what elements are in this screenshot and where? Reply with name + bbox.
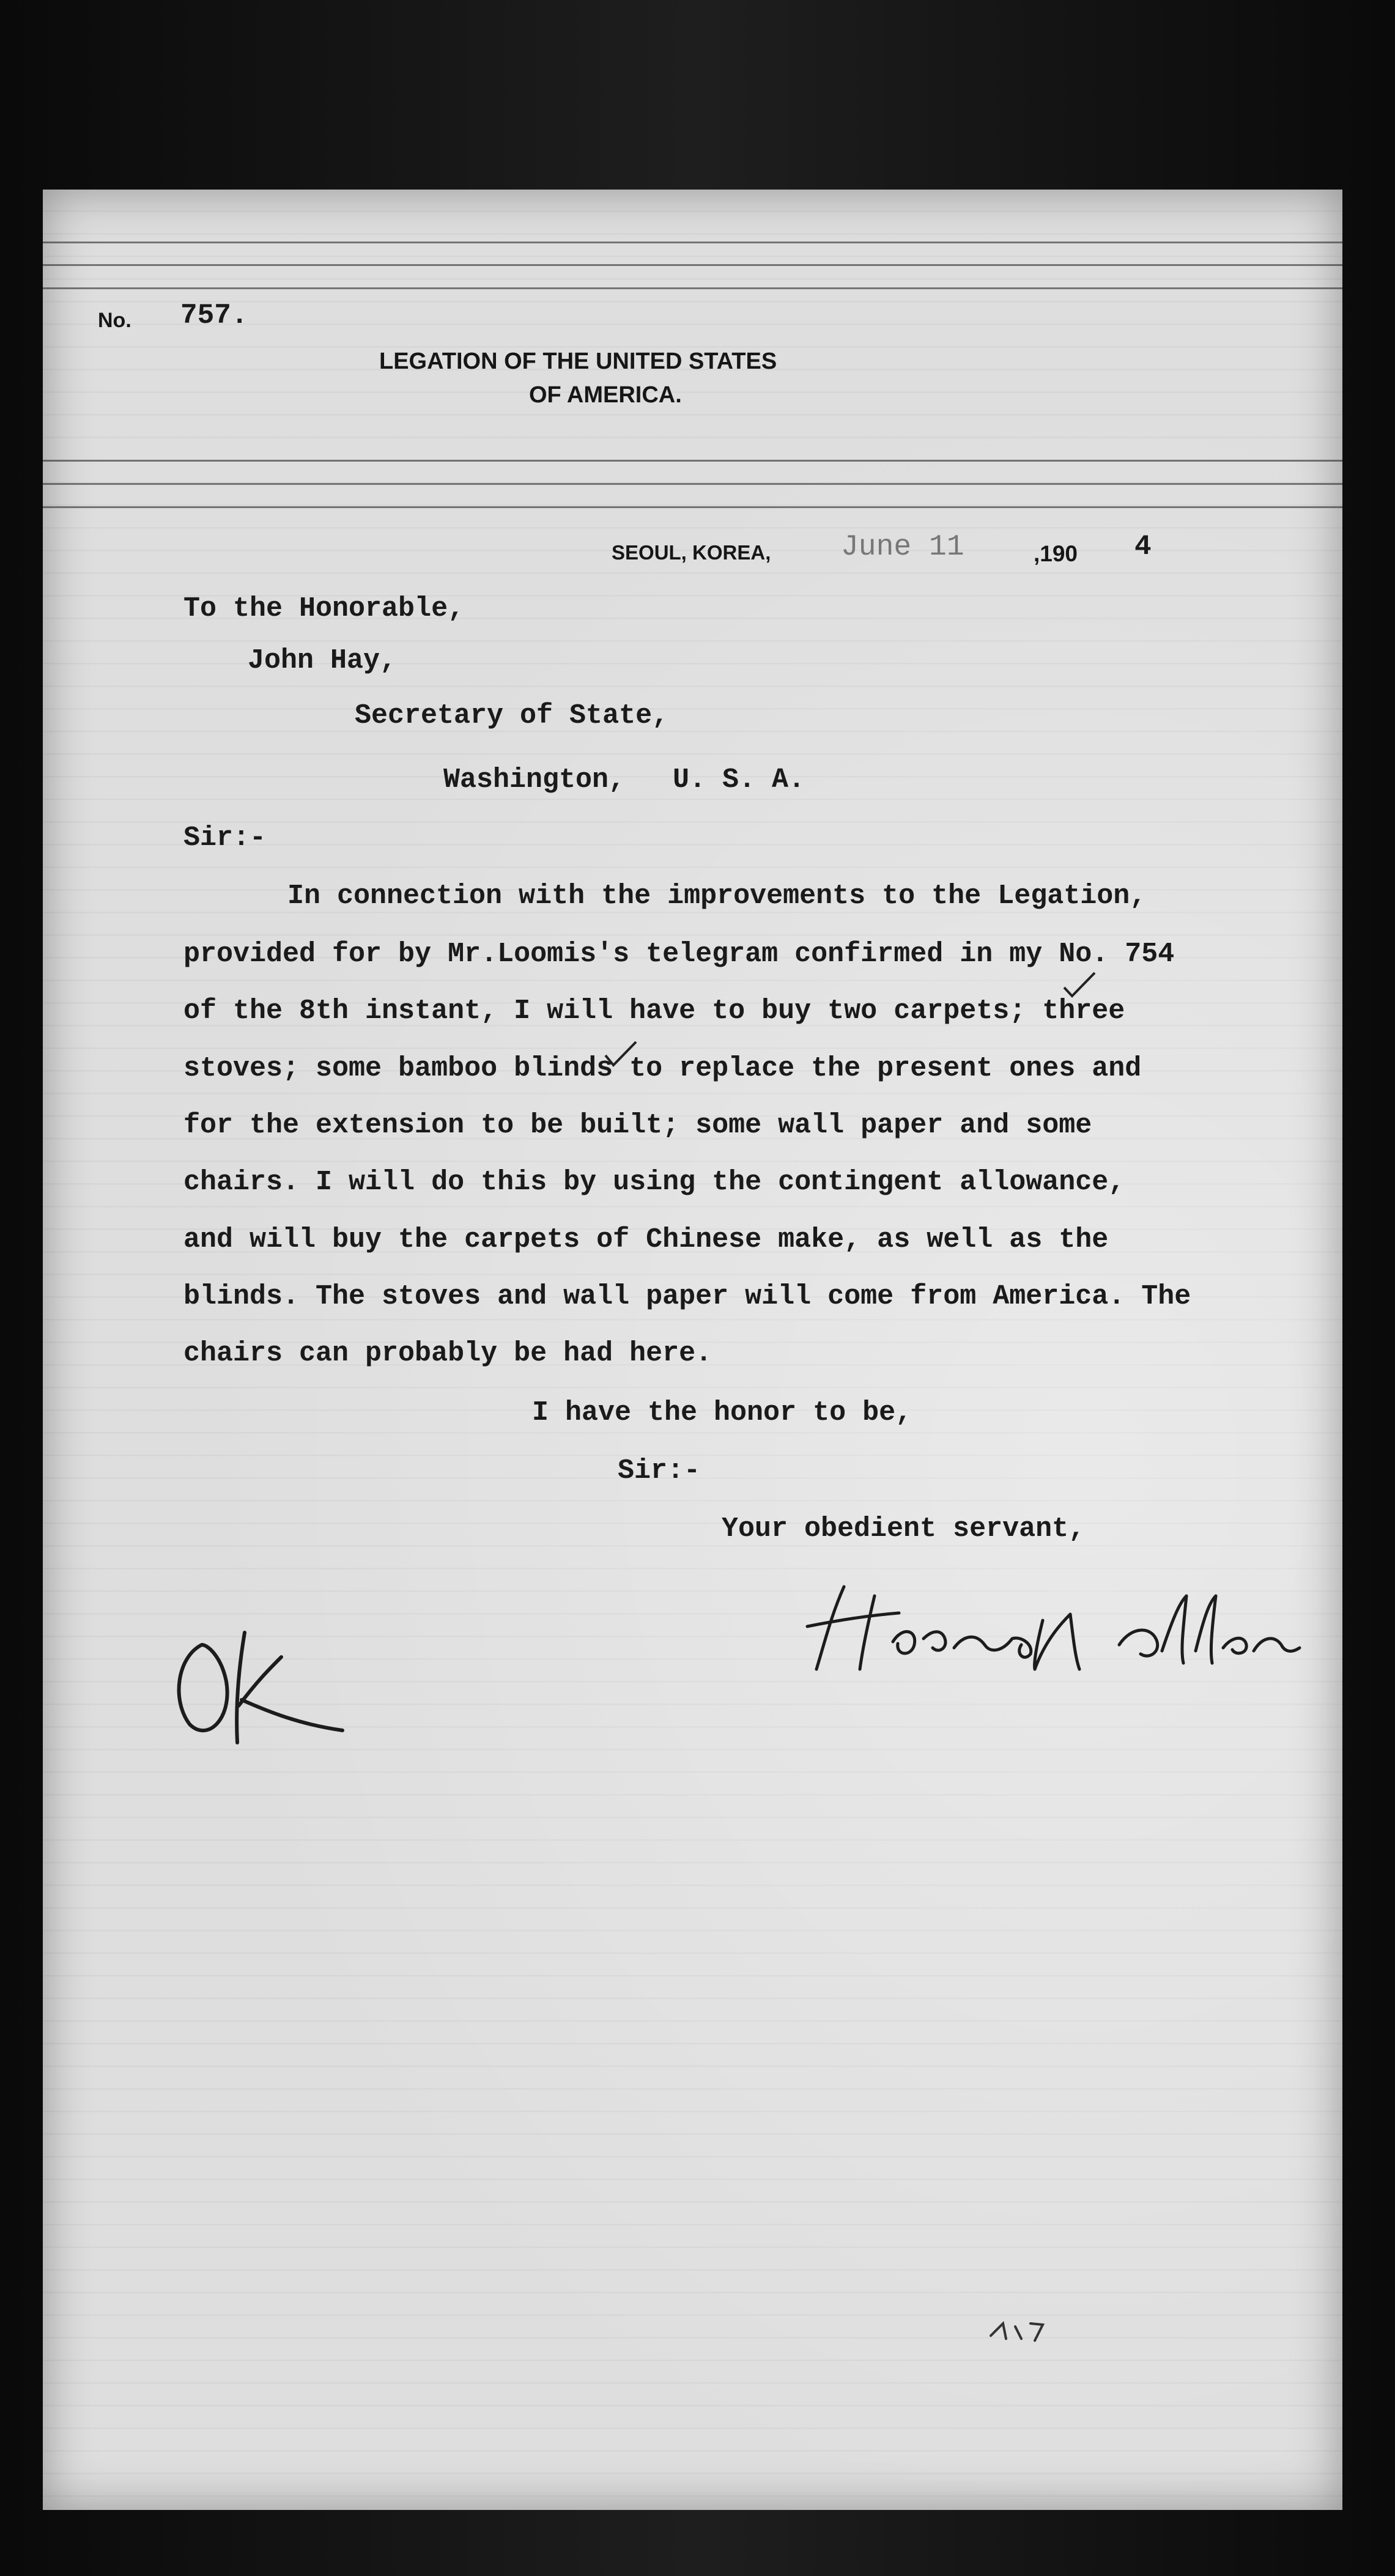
address-line-4: Washington, — [443, 764, 626, 795]
address-country: U. S. A. — [673, 764, 805, 795]
letterhead-line-1: LEGATION OF THE UNITED STATES — [379, 349, 777, 374]
pencil-mark-icon — [985, 2311, 1058, 2348]
salutation: Sir:- — [183, 822, 267, 854]
header-rule — [43, 242, 1342, 243]
letterhead-line-2: OF AMERICA. — [529, 382, 682, 408]
dateline-year-digit: 4 — [1134, 531, 1152, 563]
body-line: In connection with the improvements to the Legation, — [287, 880, 1147, 912]
body-line: stoves; some bamboo blinds to replace the present ones and — [183, 1053, 1142, 1084]
signature-image — [801, 1578, 1303, 1681]
initials-mark-image — [165, 1620, 361, 1749]
header-rule — [43, 483, 1342, 485]
header-rule — [43, 460, 1342, 462]
body-line: provided for by Mr.Loomis's telegram confirmed in my No. 754 — [183, 939, 1175, 970]
address-line-2: John Hay, — [248, 645, 397, 676]
despatch-number: 757. — [180, 300, 248, 331]
address-line-3: Secretary of State, — [355, 700, 669, 731]
number-label: No. — [98, 309, 131, 332]
body-line: chairs. I will do this by using the contingent allowance, — [183, 1167, 1125, 1198]
dateline-date: June 11 — [841, 531, 964, 564]
address-line-1: To the Honorable, — [183, 593, 465, 624]
header-rule — [43, 506, 1342, 508]
dateline-year-prefix: ,190 — [1034, 541, 1078, 566]
check-mark-icon — [1061, 969, 1098, 1000]
dateline-place: SEOUL, KOREA, — [612, 541, 771, 564]
body-line: for the extension to be built; some wall paper and some — [183, 1110, 1092, 1141]
closing-line-3: Your obedient servant, — [722, 1513, 1086, 1544]
body-line: and will buy the carpets of Chinese make, as well as the — [183, 1224, 1109, 1255]
closing-line-1: I have the honor to be, — [532, 1397, 912, 1428]
closing-line-2: Sir:- — [618, 1455, 701, 1486]
body-line: of the 8th instant, I will have to buy two carpets; three — [183, 995, 1125, 1027]
body-line: chairs can probably be had here. — [183, 1338, 712, 1369]
check-mark-icon — [602, 1039, 639, 1070]
header-rule — [43, 287, 1342, 289]
body-line: blinds. The stoves and wall paper will come from America. The — [183, 1281, 1191, 1312]
header-rule — [43, 264, 1342, 266]
